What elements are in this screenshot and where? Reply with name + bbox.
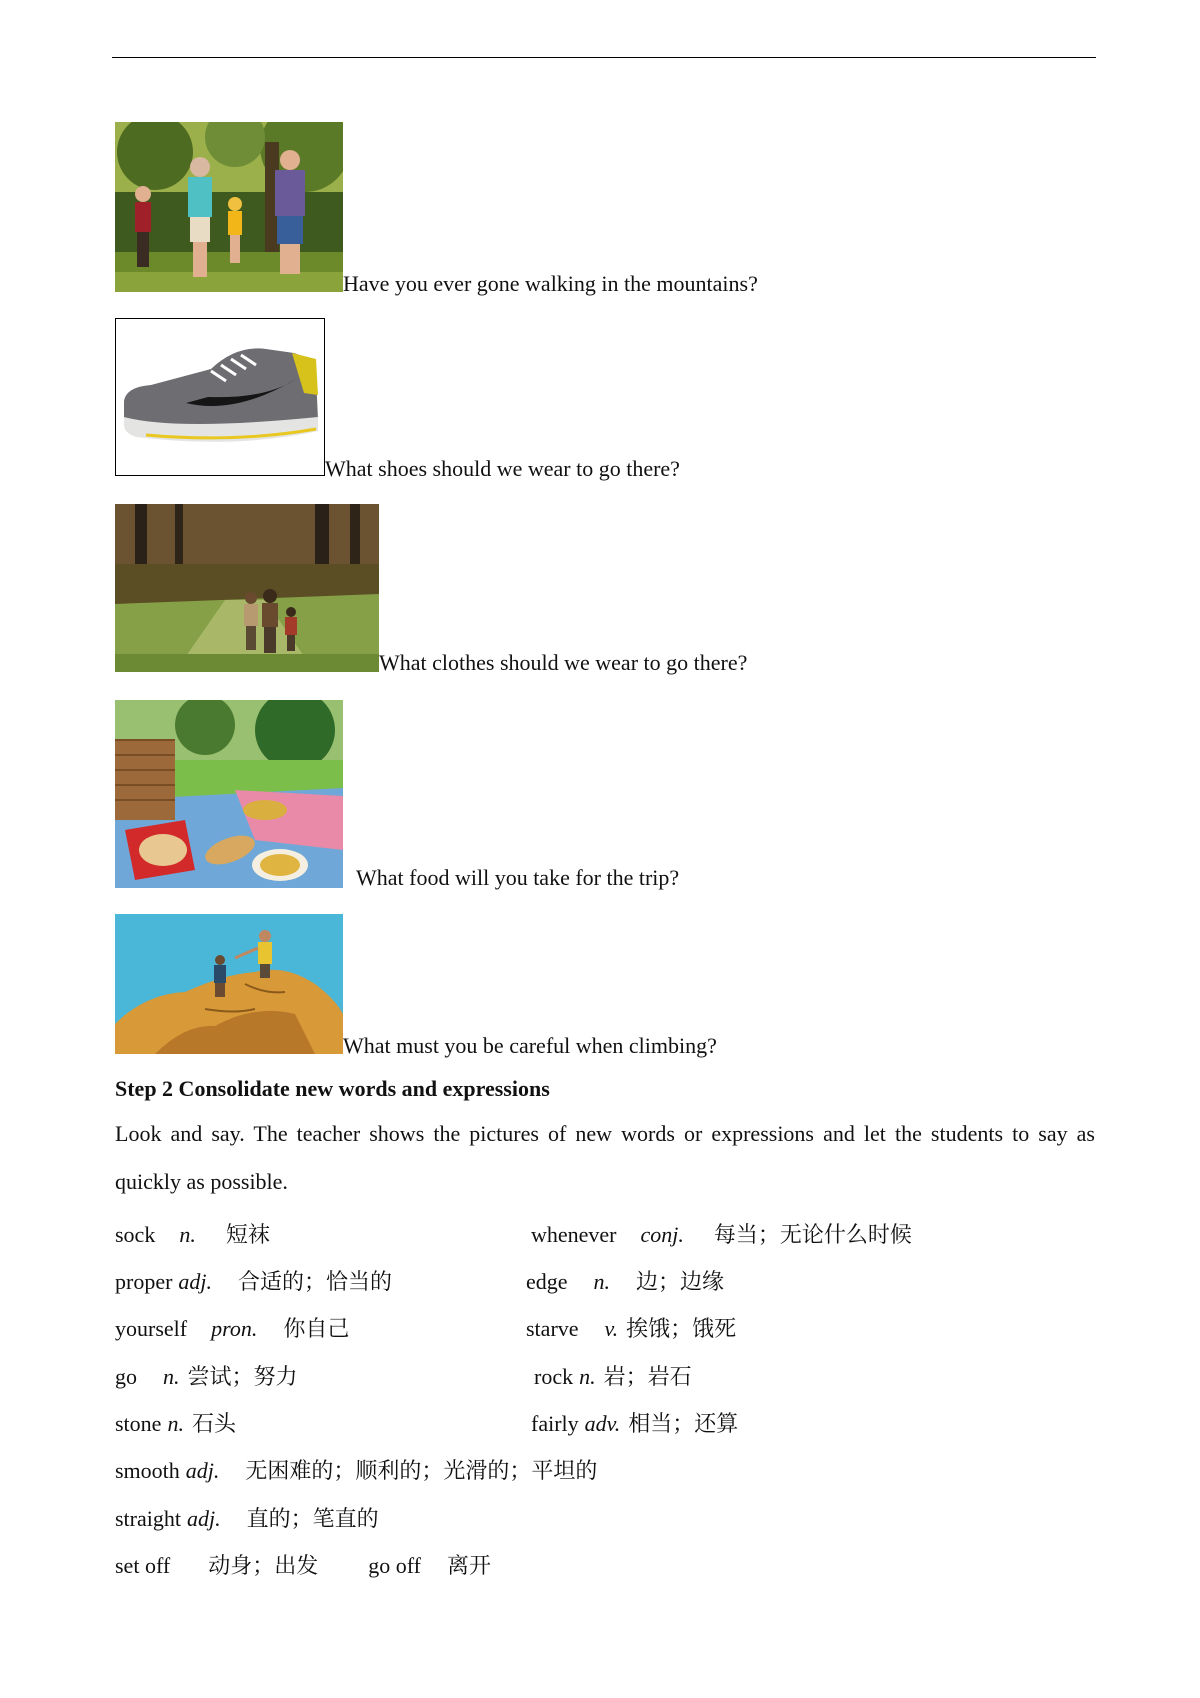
vocab-pos: adj. bbox=[178, 1269, 213, 1294]
vocab-pos: n. bbox=[579, 1364, 596, 1389]
vocab-stone bbox=[115, 1407, 236, 1438]
vocab-word: straight bbox=[115, 1506, 181, 1531]
vocab-word: sock bbox=[115, 1222, 156, 1247]
vocab-pos: n. bbox=[163, 1364, 180, 1389]
vocab-word: starve bbox=[526, 1316, 579, 1341]
vocab-sock bbox=[115, 1218, 270, 1249]
question-1: Have you ever gone walking in the mountains? bbox=[343, 271, 758, 296]
picnic-photo bbox=[115, 700, 343, 888]
vocab-word: go bbox=[115, 1364, 137, 1389]
vocab-word: smooth bbox=[115, 1458, 180, 1483]
vocab-yourself bbox=[115, 1312, 349, 1343]
vocab-proper bbox=[115, 1265, 392, 1296]
vocab-word: stone bbox=[115, 1411, 162, 1436]
vocab-word: set off bbox=[115, 1553, 171, 1578]
vocab-starve bbox=[526, 1312, 736, 1343]
vocab-pos: adv. bbox=[584, 1411, 621, 1436]
step-2-title: Step 2 Consolidate new words and expressions bbox=[115, 1076, 550, 1101]
vocab-pos: pron. bbox=[211, 1316, 258, 1341]
vocab-word: whenever bbox=[531, 1222, 617, 1247]
question-3: What clothes should we wear to go there? bbox=[379, 650, 748, 675]
vocab-word: proper bbox=[115, 1269, 173, 1294]
vocab-word: edge bbox=[526, 1269, 568, 1294]
vocab-meaning: 你自己 bbox=[283, 1316, 350, 1341]
vocab-pos: adj. bbox=[185, 1458, 220, 1483]
vocab-fairly bbox=[531, 1407, 738, 1438]
vocab-meaning: 离开 bbox=[446, 1553, 491, 1578]
question-2: What shoes should we wear to go there? bbox=[325, 456, 680, 481]
vocab-pos: v. bbox=[604, 1316, 619, 1341]
question-5: What must you be careful when climbing? bbox=[343, 1033, 717, 1058]
vocab-word: go off bbox=[368, 1553, 421, 1578]
vocab-meaning: 石头 bbox=[191, 1411, 236, 1436]
vocab-pos: n. bbox=[167, 1411, 184, 1436]
vocab-word: rock bbox=[534, 1364, 574, 1389]
vocab-meaning: 尝试；努力 bbox=[187, 1364, 298, 1389]
vocab-meaning: 岩；岩石 bbox=[603, 1364, 692, 1389]
vocab-meaning: 合适的；恰当的 bbox=[238, 1269, 393, 1294]
vocab-word: yourself bbox=[115, 1316, 188, 1341]
family-walk-photo bbox=[115, 122, 343, 292]
vocab-go bbox=[115, 1360, 298, 1391]
rock-climbing-photo bbox=[115, 914, 343, 1054]
vocab-pos: n. bbox=[593, 1269, 611, 1294]
forest-path-photo bbox=[115, 504, 379, 672]
vocab-pos: conj. bbox=[640, 1222, 684, 1247]
vocab-rock bbox=[534, 1360, 692, 1391]
sneaker-photo bbox=[115, 318, 325, 476]
vocab-meaning: 边；边缘 bbox=[636, 1269, 725, 1294]
vocab-meaning: 短袜 bbox=[225, 1222, 270, 1247]
header-rule bbox=[112, 57, 1096, 58]
vocab-smooth bbox=[115, 1454, 597, 1485]
vocab-meaning: 无困难的；顺利的；光滑的；平坦的 bbox=[245, 1458, 598, 1483]
vocab-whenever bbox=[531, 1218, 912, 1249]
vocab-pos: adj. bbox=[187, 1506, 221, 1531]
vocab-meaning: 挨饿；饿死 bbox=[626, 1316, 737, 1341]
vocab-set-off-go-off bbox=[115, 1549, 491, 1580]
vocab-meaning: 动身；出发 bbox=[208, 1553, 319, 1578]
vocab-meaning: 每当；无论什么时候 bbox=[713, 1222, 912, 1247]
step-2-paragraph: Look and say. The teacher shows the pictures of new words or expressions and let the students to say as quickly as possible. bbox=[115, 1121, 1095, 1194]
vocab-meaning: 相当；还算 bbox=[628, 1411, 739, 1436]
vocab-edge bbox=[526, 1265, 724, 1296]
vocab-straight bbox=[115, 1502, 379, 1533]
vocab-word: fairly bbox=[531, 1411, 579, 1436]
vocab-meaning: 直的；笔直的 bbox=[246, 1506, 379, 1531]
vocab-pos: n. bbox=[179, 1222, 196, 1247]
question-4: What food will you take for the trip? bbox=[356, 865, 680, 890]
